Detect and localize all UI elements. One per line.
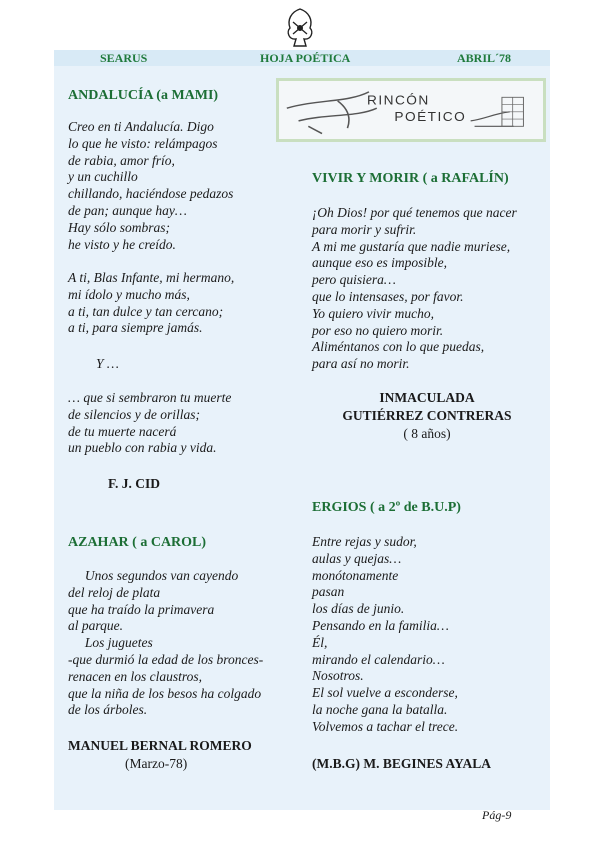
poem-andalucia-stanza-4: … que si sembraron tu muerte de silencios y de orillas; de tu muerte nacerá un pueblo con rabia y vida. — [68, 390, 232, 456]
page-number: Pág-9 — [482, 808, 512, 822]
poem-title-vivir-y-morir: VIVIR Y MORIR ( a RAFALÍN) — [312, 171, 509, 186]
header-date: ABRIL´78 — [457, 51, 512, 65]
page-header — [54, 50, 550, 66]
header-publisher: SEARUS — [100, 51, 148, 65]
poem-title-azahar: AZAHAR ( a CAROL) — [68, 535, 207, 550]
rincon-poetico-banner — [276, 78, 546, 142]
rincon-line1: RINCÓN — [367, 93, 430, 108]
header-publication: HOJA POÉTICA — [260, 51, 351, 65]
poem-ergios-body: Entre rejas y sudor, aulas y quejas… monótonamente pasan los días de junio. Pensando en la familia… Él, mirando el calendario… Nosotros. El sol vuelve a esconderse, la noche gana la batalla. Volvemos a tachar el trece. — [312, 534, 459, 734]
poem-vivir-age: ( 8 años) — [403, 426, 451, 441]
poem-title-andalucia: ANDALUCÍA (a MAMI) — [68, 88, 219, 103]
poem-title-ergios: ERGIOS ( a 2º de B.U.P) — [312, 500, 461, 515]
poem-andalucia-stanza-1: Creo en ti Andalucía. Digo lo que he visto: relámpagos de rabia, amor frío, y un cuchillo chillando, haciéndose pedazos de pan; aunque hay… Hay sólo sombras; he visto y he creído. — [68, 119, 234, 252]
poem-ergios-author: (M.B.G) M. BEGINES AYALA — [312, 756, 492, 771]
poem-andalucia-stanza-3: Y … — [96, 356, 119, 371]
poem-azahar-body: Unos segundos van cayendo del reloj de plata que ha traído la primavera al parque. Los juguetes -que durmió la edad de los bronces- renacen en los claustros, que la niña de los besos ha colgado de los árboles. — [68, 568, 264, 718]
poem-vivir-body: ¡Oh Dios! por qué tenemos que nacer para morir y sufrir. A mi me gustaría que nadie muriese, aunque eso es imposible, pero quisiera… que lo intensases, por favor. Yo quiero vivir mucho, por eso no quiero morir. Aliméntanos con lo que puedas, para así no morir. — [312, 205, 517, 372]
poem-andalucia-author: F. J. CID — [108, 476, 161, 491]
poem-andalucia-stanza-2: A ti, Blas Infante, mi hermano, mi ídolo y mucho más, a ti, tan dulce y tan cercano; a ti, para siempre jamás. — [68, 270, 235, 336]
poem-azahar-date: (Marzo-78) — [125, 756, 188, 771]
poem-vivir-author-line2: GUTIÉRREZ CONTRERAS — [342, 408, 512, 423]
rincon-line2: POÉTICO — [394, 109, 467, 124]
poem-azahar-author: MANUEL BERNAL ROMERO — [68, 738, 252, 753]
ink-drawing-logo-icon — [281, 6, 319, 48]
poem-vivir-author-line1: INMACULADA — [379, 390, 475, 405]
